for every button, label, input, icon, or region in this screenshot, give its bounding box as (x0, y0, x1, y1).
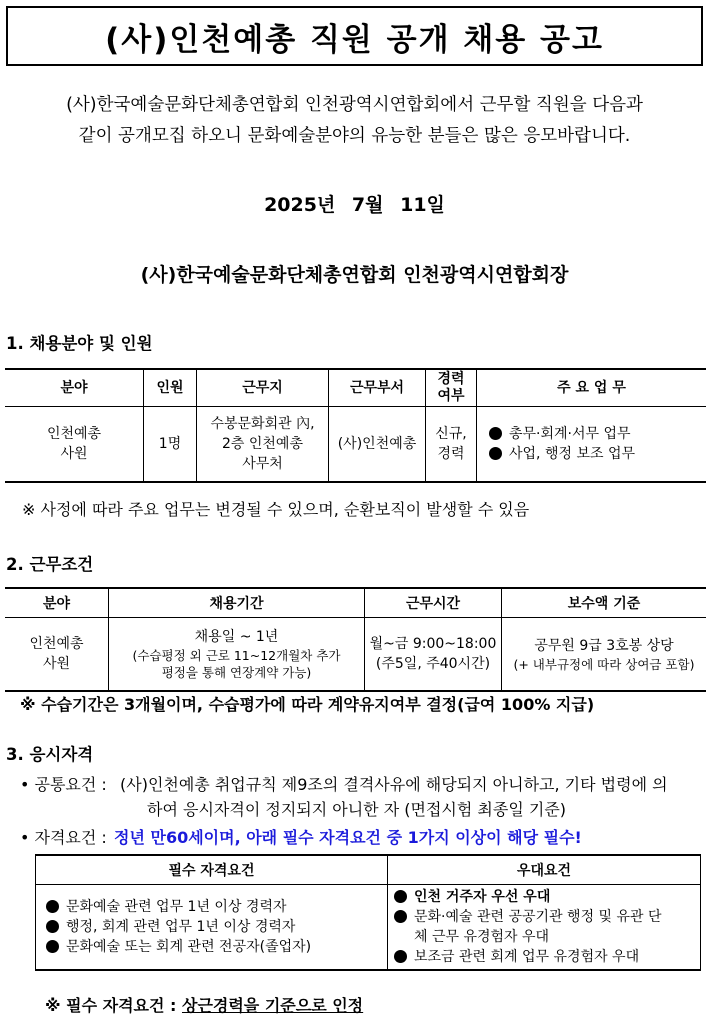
col-location: 근무지 (197, 369, 329, 407)
col-duties: 주 요 업 무 (477, 369, 707, 407)
recruitment-table (5, 368, 706, 483)
section3-note: ※ 필수 자격요건 : 상근경력을 기준으로 인정 (45, 996, 364, 1015)
cell-dept: (사)인천예총 (329, 407, 426, 483)
section1-heading: 1. 채용분야 및 인원 (6, 334, 153, 353)
bullet-icon (46, 900, 59, 913)
list-item: 행정, 회계 관련 업무 1년 이상 경력자 (46, 917, 385, 937)
conditions-table (5, 587, 706, 692)
col-field: 분야 (5, 369, 144, 407)
qualification-highlight: 정년 만60세이며, 아래 필수 자격요건 중 1가지 이상이 해당 필수! (114, 828, 582, 847)
announcement-date: 2025년 7월 11일 (264, 194, 445, 216)
cell-preferred (388, 885, 701, 971)
cell-required (36, 885, 388, 971)
list-item: 인천 거주자 우선 우대 (394, 887, 698, 907)
list-item: 총무·회계·서무 업무 (489, 424, 704, 444)
bullet-icon (46, 920, 59, 933)
cell-duties (477, 407, 707, 483)
list-item: 문화예술 관련 업무 1년 이상 경력자 (46, 897, 385, 917)
cell-period: 채용일 ~ 1년 (수습평정 외 근로 11~12개월차 추가 평정을 통해 연장계약 가능) (109, 618, 365, 692)
section2-heading: 2. 근무조건 (6, 555, 94, 574)
section3-heading: 3. 응시자격 (6, 745, 94, 764)
section1-note: ※ 사정에 따라 주요 업무는 변경될 수 있으며, 순환보직이 발생할 수 있음 (22, 500, 530, 519)
page-title: (사)인천예총 직원 공개 채용 공고 (105, 21, 604, 58)
bullet-icon (46, 940, 59, 953)
col-required: 필수 자격요건 (36, 855, 388, 885)
col-field: 분야 (5, 588, 109, 618)
col-count: 인원 (144, 369, 197, 407)
common-req-line-1: (사)인천예총 취업규칙 제9조의 결격사유에 해당되지 아니하고, 기타 법령에 의 (120, 775, 668, 794)
qualification-table (35, 854, 701, 971)
organization-name: (사)한국예술문화단체총연합회 인천광역시연합회장 (140, 264, 569, 286)
bullet-icon (394, 890, 407, 903)
col-preferred: 우대요건 (388, 855, 701, 885)
col-pay: 보수액 기준 (502, 588, 707, 618)
cell-field: 인천예총 사원 (5, 407, 144, 483)
bullet-icon (489, 447, 502, 460)
cell-count: 1명 (144, 407, 197, 483)
intro-line-2: 같이 공개모집 하오니 문화예술분야의 유능한 분들은 많은 응모바랍니다. (78, 126, 631, 146)
list-item: 문화·예술 관련 공공기관 행정 및 유관 단 체 근무 유경험자 우대 (394, 907, 698, 947)
list-item: 문화예술 또는 회계 관련 전공자(졸업자) (46, 937, 385, 957)
intro-line-1: (사)한국예술문화단체총연합회 인천광역시연합회에서 근무할 직원을 다음과 (66, 95, 643, 115)
bullet-icon (394, 950, 407, 963)
col-period: 채용기간 (109, 588, 365, 618)
section2-note: ※ 수습기간은 3개월이며, 수습평가에 따라 계약유지여부 결정(급여 100% 지급) (20, 695, 595, 714)
col-hours: 근무시간 (365, 588, 502, 618)
cell-field: 인천예총 사원 (5, 618, 109, 692)
common-req-line-2: 하여 응시자격이 정지되지 아니한 자 (면접시험 최종일 기준) (147, 800, 567, 819)
table-row (5, 407, 706, 483)
title-box (6, 6, 703, 66)
cell-hours: 월~금 9:00~18:00 (주5일, 주40시간) (365, 618, 502, 692)
list-item: 보조금 관련 회계 업무 유경험자 우대 (394, 947, 698, 967)
table-row (36, 885, 701, 971)
col-dept: 근무부서 (329, 369, 426, 407)
cell-pay: 공무원 9급 3호봉 상당 (+ 내부규정에 따라 상여금 포함) (502, 618, 707, 692)
cell-location: 수봉문화회관 內, 2층 인천예총 사무처 (197, 407, 329, 483)
common-req-label: • 공통요건 : (20, 775, 107, 794)
bullet-icon (394, 910, 407, 923)
bullet-icon (489, 427, 502, 440)
qualification-label: • 자격요건 : (20, 828, 107, 847)
table-row (5, 618, 706, 692)
intro-text (0, 90, 709, 152)
cell-career: 신규, 경력 (426, 407, 477, 483)
col-career: 경력 여부 (426, 369, 477, 407)
list-item: 사업, 행정 보조 업무 (489, 444, 704, 464)
